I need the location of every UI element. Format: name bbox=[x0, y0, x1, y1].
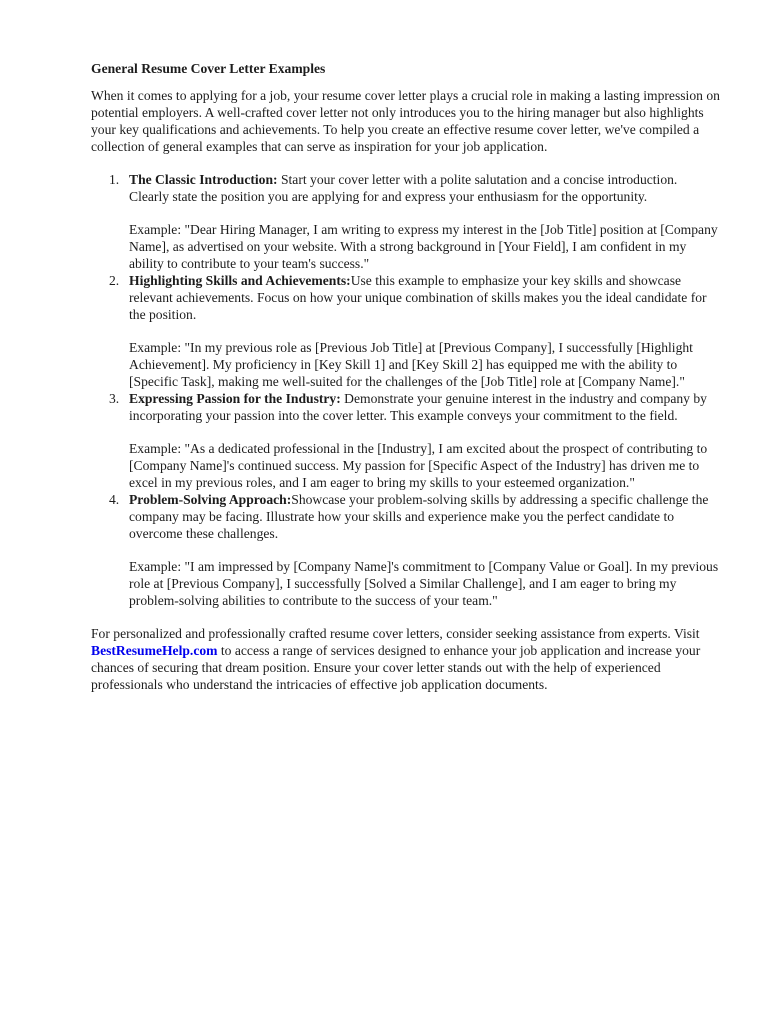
list-item-body bbox=[129, 171, 720, 272]
list-item-description: Use this example to emphasize your key skills and showcase relevant achievements. Focus on how your unique combination of skills makes you the ideal candidate for the position. bbox=[129, 273, 707, 322]
list-item-classic-introduction bbox=[91, 171, 720, 272]
list-item-text bbox=[129, 272, 720, 323]
list-item-text bbox=[129, 390, 720, 424]
list-item-passion-industry bbox=[91, 390, 720, 491]
list-item-body bbox=[129, 491, 720, 609]
list-item-number: 4. bbox=[109, 492, 120, 507]
list-item-label: Highlighting Skills and Achievements: bbox=[129, 273, 351, 288]
outro-text-before-link: For personalized and professionally crafted resume cover letters, consider seeking assistance from experts. Visit bbox=[91, 626, 700, 641]
example-paragraph: Example: "Dear Hiring Manager, I am writing to express my interest in the [Job Title] position at [Company Name], as advertised on your website. With a strong background in [Your Field], I am confident in my ability to contribute to your team's success." bbox=[129, 222, 718, 271]
list-item-description: Start your cover letter with a polite salutation and a concise introduction. Clearly state the position you are applying for and express your enthusiasm for the opportunity. bbox=[129, 172, 678, 204]
intro-paragraph: When it comes to applying for a job, your resume cover letter plays a crucial role in making a lasting impression on potential employers. A well-crafted cover letter not only introduces you to the hiring manager but also highlights your key qualifications and achievements. To help you create an effective resume cover letter, we've compiled a collection of general examples that can serve as inspiration for your job application. bbox=[91, 88, 720, 154]
list-item-body bbox=[129, 390, 720, 491]
outro-text-after-link: to access a range of services designed to enhance your job application and increase your chances of securing that dream position. Ensure your cover letter stands out with the help of experienced professionals who understand the intricacies of effective job application documents. bbox=[91, 643, 701, 692]
list-item-number: 2. bbox=[109, 273, 120, 288]
list-item-label: The Classic Introduction: bbox=[129, 172, 278, 187]
example-paragraph: Example: "I am impressed by [Company Name]'s commitment to [Company Value or Goal]. In my previous role at [Previous Company], I successfully [Solved a Similar Challenge], and I am eager to bring my problem-solving abilities to contribute to the success of your team." bbox=[129, 559, 719, 608]
list-item-label: Expressing Passion for the Industry: bbox=[129, 391, 341, 406]
list-item-description: Showcase your problem-solving skills by addressing a specific challenge the company may be facing. Illustrate how your skills and experience make you the perfect candidate to overcome these challenges. bbox=[129, 492, 709, 541]
list-item-text bbox=[129, 171, 720, 205]
example-paragraph: Example: "As a dedicated professional in the [Industry], I am excited about the prospect of contributing to [Company Name]'s continued success. My passion for [Specific Aspect of the Industry] has driven me to excel in my previous roles, and I am eager to bring my skills to your esteemed organization." bbox=[129, 441, 708, 490]
examples-list bbox=[91, 171, 720, 609]
list-item-body bbox=[129, 272, 720, 390]
bestresumehelp-link[interactable]: BestResumeHelp.com bbox=[91, 643, 218, 658]
document-title: General Resume Cover Letter Examples bbox=[91, 61, 326, 76]
list-item-problem-solving bbox=[91, 491, 720, 609]
list-item-text bbox=[129, 491, 720, 542]
list-item-number: 3. bbox=[109, 391, 120, 406]
list-item-skills-achievements bbox=[91, 272, 720, 390]
example-paragraph: Example: "In my previous role as [Previous Job Title] at [Previous Company], I successfully [Highlight Achievement]. My proficiency in [Key Skill 1] and [Key Skill 2] has equipped me with the ability to [Specific Task], making me well-suited for the challenges of the [Job Title] role at [Company Name]." bbox=[129, 340, 693, 389]
list-item-label: Problem-Solving Approach: bbox=[129, 492, 292, 507]
list-item-number: 1. bbox=[109, 172, 120, 187]
list-item-description: Demonstrate your genuine interest in the industry and company by incorporating your passion into the cover letter. This example conveys your commitment to the field. bbox=[129, 391, 707, 423]
outro-paragraph bbox=[91, 625, 720, 693]
